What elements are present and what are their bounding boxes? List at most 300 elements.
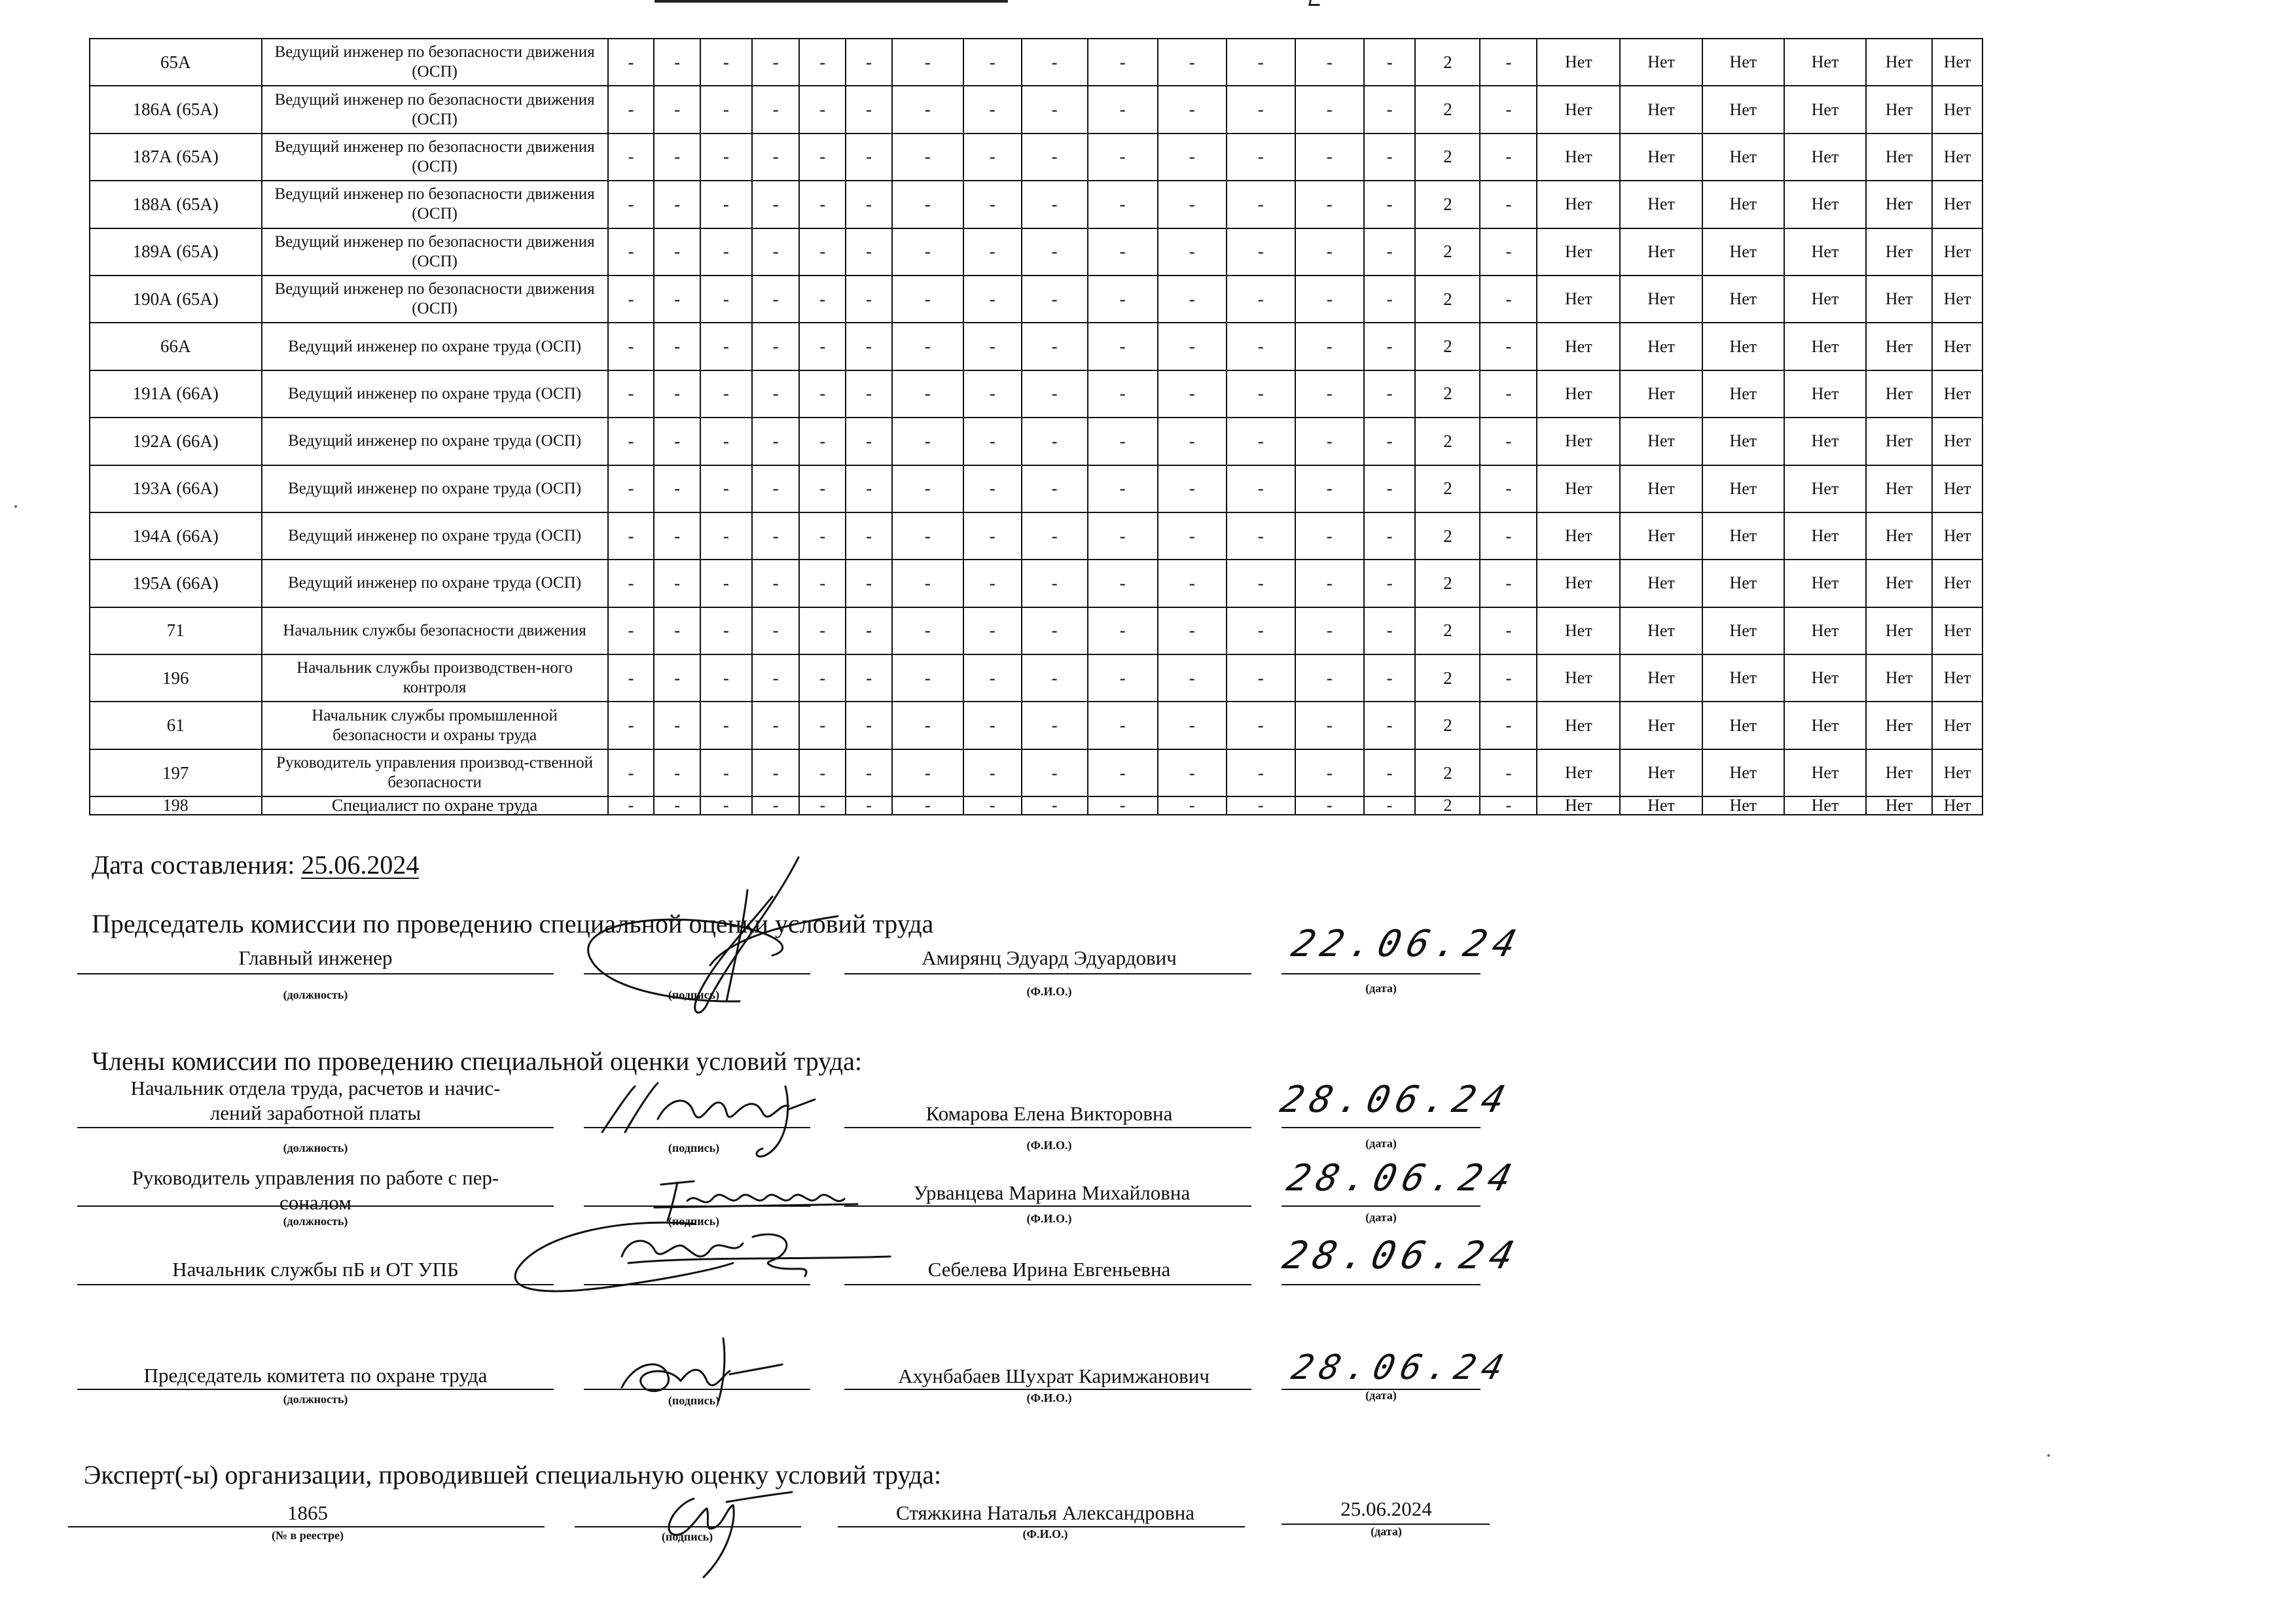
factor-value-cell: - — [654, 370, 700, 418]
factor-value-cell: - — [1227, 228, 1295, 276]
answer-cell: Нет — [1537, 749, 1620, 796]
factor-value-cell: - — [799, 749, 846, 796]
answer-cell: Нет — [1784, 654, 1866, 702]
factor-value-cell: - — [608, 749, 655, 796]
factor-value-cell: - — [1480, 276, 1537, 323]
factor-value-cell: - — [1088, 607, 1158, 654]
factor-value-cell: - — [892, 796, 963, 815]
factor-value-cell: - — [1364, 702, 1416, 749]
answer-cell: Нет — [1620, 86, 1702, 133]
factor-value-cell: 2 — [1415, 796, 1480, 815]
factor-value-cell: - — [1227, 418, 1295, 465]
factor-value-cell: - — [963, 560, 1022, 607]
member2-position-line — [77, 1205, 554, 1207]
workplace-code: 194А (66А) — [90, 512, 262, 560]
factor-value-cell: - — [799, 702, 846, 749]
table-row — [90, 181, 1982, 228]
factor-value-cell: - — [1158, 560, 1227, 607]
workplace-code: 192А (66А) — [90, 418, 262, 465]
member4-handwritten-date: 28.06.24 — [1287, 1348, 1514, 1387]
answer-cell: Нет — [1702, 86, 1784, 133]
workplace-position: Ведущий инженер по охране труда (ОСП) — [262, 560, 608, 607]
member1-handwritten-date: 28.06.24 — [1276, 1079, 1516, 1121]
workplace-position: Ведущий инженер по безопасности движения (ОСП) — [262, 228, 608, 276]
factor-value-cell: - — [892, 86, 963, 133]
table-row — [90, 323, 1982, 370]
answer-cell: Нет — [1932, 370, 1982, 418]
expert-fio: Стяжкина Наталья Александровна — [896, 1501, 1194, 1524]
factor-value-cell: - — [799, 276, 846, 323]
factor-value-cell: - — [1088, 796, 1158, 815]
factor-value-cell: - — [892, 276, 963, 323]
factor-value-cell: - — [608, 702, 655, 749]
chair-position: Главный инженер — [238, 946, 393, 969]
caption-signature: (подпись) — [668, 1394, 720, 1407]
answer-cell: Нет — [1932, 228, 1982, 276]
factor-value-cell: - — [1364, 323, 1416, 370]
factor-value-cell: - — [1480, 560, 1537, 607]
factor-value-cell: 2 — [1415, 323, 1480, 370]
factor-value-cell: - — [1088, 323, 1158, 370]
factor-value-cell: - — [654, 749, 700, 796]
table-row — [90, 465, 1982, 512]
factor-value-cell: - — [654, 134, 700, 181]
answer-cell: Нет — [1932, 512, 1982, 560]
table-row — [90, 370, 1982, 418]
table-row — [90, 418, 1982, 465]
factor-value-cell: - — [700, 323, 752, 370]
factor-value-cell: - — [963, 654, 1022, 702]
caption-fio: (Ф.И.О.) — [1026, 1212, 1072, 1225]
factor-value-cell: - — [1364, 560, 1416, 607]
factor-value-cell: - — [1022, 370, 1088, 418]
factor-value-cell: - — [799, 560, 846, 607]
workplace-position: Руководитель управления производ-ственной безопасности — [262, 749, 608, 796]
factor-value-cell: - — [963, 749, 1022, 796]
answer-cell: Нет — [1866, 86, 1932, 133]
expert-registry-number: 1865 — [287, 1501, 328, 1524]
factor-value-cell: - — [1480, 654, 1537, 702]
factor-value-cell: - — [700, 702, 752, 749]
answer-cell: Нет — [1620, 654, 1702, 702]
factor-value-cell: - — [1364, 607, 1416, 654]
factor-value-cell: - — [963, 512, 1022, 560]
factor-value-cell: - — [1022, 749, 1088, 796]
factor-value-cell: - — [654, 86, 700, 133]
factor-value-cell: - — [1480, 86, 1537, 133]
workplace-position: Ведущий инженер по безопасности движения (ОСП) — [262, 134, 608, 181]
factor-value-cell: - — [752, 276, 800, 323]
compilation-date — [92, 849, 419, 880]
answer-cell: Нет — [1537, 560, 1620, 607]
answer-cell: Нет — [1620, 134, 1702, 181]
factor-value-cell: - — [654, 796, 700, 815]
members-heading: Члены комиссии по проведению специальной оценки условий труда: — [92, 1046, 862, 1076]
factor-value-cell: - — [963, 465, 1022, 512]
answer-cell: Нет — [1932, 654, 1982, 702]
factor-value-cell: - — [654, 512, 700, 560]
factor-value-cell: 2 — [1415, 749, 1480, 796]
factor-value-cell: - — [752, 796, 800, 815]
factor-value-cell: - — [752, 560, 800, 607]
chair-fio: Амирянц Эдуард Эдуардович — [922, 946, 1177, 969]
factor-value-cell: - — [654, 181, 700, 228]
workplace-code: 191А (66А) — [90, 370, 262, 418]
factor-value-cell: - — [1227, 370, 1295, 418]
factor-value-cell: - — [1295, 323, 1364, 370]
workplace-code: 195А (66А) — [90, 560, 262, 607]
factor-value-cell: - — [1022, 796, 1088, 815]
member1-fio-line — [844, 1127, 1251, 1128]
factor-value-cell: - — [608, 323, 655, 370]
factor-value-cell: - — [892, 418, 963, 465]
answer-cell: Нет — [1866, 702, 1932, 749]
answer-cell: Нет — [1932, 39, 1982, 86]
factor-value-cell: - — [608, 181, 655, 228]
factor-value-cell: - — [700, 39, 752, 86]
caption-fio: (Ф.И.О.) — [1026, 1391, 1072, 1404]
factor-value-cell: - — [1480, 607, 1537, 654]
factor-value-cell: - — [608, 512, 655, 560]
member3-signature — [497, 1211, 903, 1309]
answer-cell: Нет — [1784, 370, 1866, 418]
workplace-code: 66А — [90, 323, 262, 370]
answer-cell: Нет — [1866, 749, 1932, 796]
factor-value-cell: - — [654, 228, 700, 276]
factor-value-cell: - — [1364, 796, 1416, 815]
expert-heading: Эксперт(-ы) организации, проводившей специальную оценку условий труда: — [84, 1460, 942, 1489]
factor-value-cell: - — [892, 39, 963, 86]
factor-value-cell: - — [608, 465, 655, 512]
factor-value-cell: - — [963, 796, 1022, 815]
answer-cell: Нет — [1784, 560, 1866, 607]
factor-value-cell: - — [608, 86, 655, 133]
factor-value-cell: - — [963, 323, 1022, 370]
factor-value-cell: - — [1158, 39, 1227, 86]
factor-value-cell: - — [1364, 134, 1416, 181]
workplaces-table-body — [90, 39, 1982, 815]
factor-value-cell: - — [846, 749, 892, 796]
factor-value-cell: - — [1022, 702, 1088, 749]
factor-value-cell: - — [1364, 749, 1416, 796]
factor-value-cell: - — [1480, 749, 1537, 796]
factor-value-cell: - — [1295, 607, 1364, 654]
factor-value-cell: - — [846, 560, 892, 607]
factor-value-cell: - — [1158, 512, 1227, 560]
answer-cell: Нет — [1702, 181, 1784, 228]
factor-value-cell: - — [752, 465, 800, 512]
member1-fio: Комарова Елена Викторовна — [925, 1102, 1173, 1125]
table-row — [90, 560, 1982, 607]
answer-cell: Нет — [1620, 370, 1702, 418]
factor-value-cell: - — [752, 134, 800, 181]
answer-cell: Нет — [1702, 418, 1784, 465]
factor-value-cell: - — [963, 418, 1022, 465]
chair-date-line — [1282, 973, 1480, 974]
member4-fio: Ахунбабаев Шухрат Каримжанович — [898, 1364, 1210, 1387]
member2-fio-line — [844, 1205, 1251, 1207]
factor-value-cell: - — [700, 465, 752, 512]
factor-value-cell: - — [963, 228, 1022, 276]
workplace-code: 198 — [90, 796, 262, 815]
factor-value-cell: - — [846, 86, 892, 133]
factor-value-cell: - — [892, 702, 963, 749]
answer-cell: Нет — [1784, 796, 1866, 815]
factor-value-cell: - — [700, 560, 752, 607]
answer-cell: Нет — [1866, 465, 1932, 512]
factor-value-cell: - — [1158, 465, 1227, 512]
factor-value-cell: - — [1364, 276, 1416, 323]
answer-cell: Нет — [1702, 134, 1784, 181]
factor-value-cell: - — [700, 181, 752, 228]
factor-value-cell: - — [1088, 370, 1158, 418]
factor-value-cell: - — [1158, 796, 1227, 815]
answer-cell: Нет — [1784, 181, 1866, 228]
workplace-code: 190А (65А) — [90, 276, 262, 323]
answer-cell: Нет — [1620, 512, 1702, 560]
factor-value-cell: - — [1088, 276, 1158, 323]
factor-value-cell: - — [608, 39, 655, 86]
answer-cell: Нет — [1784, 39, 1866, 86]
member3-position: Начальник службы пБ и ОТ УПБ — [172, 1258, 459, 1281]
factor-value-cell: - — [846, 418, 892, 465]
factor-value-cell: - — [700, 607, 752, 654]
answer-cell: Нет — [1537, 86, 1620, 133]
expert-signature — [648, 1472, 805, 1584]
answer-cell: Нет — [1620, 607, 1702, 654]
caption-signature: (подпись) — [661, 1530, 713, 1543]
caption-date: (дата) — [1365, 1211, 1397, 1224]
caption-date: (дата) — [1365, 1137, 1397, 1150]
scan-dust — [14, 505, 17, 508]
answer-cell: Нет — [1620, 749, 1702, 796]
factor-value-cell: 2 — [1415, 39, 1480, 86]
answer-cell: Нет — [1932, 702, 1982, 749]
answer-cell: Нет — [1866, 276, 1932, 323]
factor-value-cell: - — [1227, 39, 1295, 86]
factor-value-cell: - — [1227, 323, 1295, 370]
answer-cell: Нет — [1620, 465, 1702, 512]
workplaces-table — [89, 38, 1983, 815]
factor-value-cell: - — [1158, 749, 1227, 796]
answer-cell: Нет — [1702, 512, 1784, 560]
answer-cell: Нет — [1866, 134, 1932, 181]
answer-cell: Нет — [1932, 276, 1982, 323]
answer-cell: Нет — [1866, 418, 1932, 465]
table-row — [90, 702, 1982, 749]
answer-cell: Нет — [1620, 181, 1702, 228]
factor-value-cell: - — [1227, 607, 1295, 654]
factor-value-cell: - — [1295, 512, 1364, 560]
member4-position: Председатель комитета по охране труда — [143, 1364, 488, 1387]
factor-value-cell: - — [1227, 749, 1295, 796]
answer-cell: Нет — [1932, 323, 1982, 370]
table-row — [90, 39, 1982, 86]
factor-value-cell: - — [654, 39, 700, 86]
workplace-position: Ведущий инженер по охране труда (ОСП) — [262, 418, 608, 465]
member1-position-line — [77, 1127, 554, 1128]
factor-value-cell: - — [654, 276, 700, 323]
answer-cell: Нет — [1537, 418, 1620, 465]
workplace-code: 65A — [90, 39, 262, 86]
factor-value-cell: - — [1088, 39, 1158, 86]
factor-value-cell: - — [700, 654, 752, 702]
answer-cell: Нет — [1702, 654, 1784, 702]
answer-cell: Нет — [1866, 323, 1932, 370]
factor-value-cell: - — [846, 276, 892, 323]
factor-value-cell: - — [608, 607, 655, 654]
table-row — [90, 228, 1982, 276]
scan-dust — [2047, 1454, 2050, 1457]
factor-value-cell: - — [846, 702, 892, 749]
factor-value-cell: - — [1295, 370, 1364, 418]
answer-cell: Нет — [1537, 228, 1620, 276]
factor-value-cell: - — [1480, 796, 1537, 815]
workplace-code: 188А (65А) — [90, 181, 262, 228]
answer-cell: Нет — [1784, 134, 1866, 181]
factor-value-cell: - — [846, 796, 892, 815]
answer-cell: Нет — [1537, 512, 1620, 560]
workplace-position: Ведущий инженер по охране труда (ОСП) — [262, 323, 608, 370]
caption-position: (должность) — [283, 1393, 348, 1406]
workplace-code: 71 — [90, 607, 262, 654]
factor-value-cell: - — [1480, 323, 1537, 370]
factor-value-cell: - — [1088, 560, 1158, 607]
factor-value-cell: - — [1295, 86, 1364, 133]
answer-cell: Нет — [1702, 702, 1784, 749]
factor-value-cell: - — [1158, 276, 1227, 323]
answer-cell: Нет — [1866, 560, 1932, 607]
factor-value-cell: - — [892, 370, 963, 418]
answer-cell: Нет — [1537, 181, 1620, 228]
factor-value-cell: - — [700, 228, 752, 276]
answer-cell: Нет — [1537, 39, 1620, 86]
workplace-code: 61 — [90, 702, 262, 749]
caption-signature: (подпись) — [668, 1215, 720, 1228]
answer-cell: Нет — [1932, 86, 1982, 133]
factor-value-cell: - — [1364, 181, 1416, 228]
factor-value-cell: - — [799, 796, 846, 815]
factor-value-cell: - — [1364, 86, 1416, 133]
answer-cell: Нет — [1932, 418, 1982, 465]
factor-value-cell: - — [1088, 654, 1158, 702]
factor-value-cell: - — [892, 465, 963, 512]
factor-value-cell: - — [752, 86, 800, 133]
factor-value-cell: - — [963, 86, 1022, 133]
workplace-code: 193А (66А) — [90, 465, 262, 512]
factor-value-cell: - — [752, 654, 800, 702]
factor-value-cell: - — [799, 607, 846, 654]
answer-cell: Нет — [1537, 796, 1620, 815]
factor-value-cell: 2 — [1415, 134, 1480, 181]
factor-value-cell: - — [752, 607, 800, 654]
answer-cell: Нет — [1866, 228, 1932, 276]
chair-heading: Председатель комиссии по проведению специальной оценки условий труда — [92, 909, 934, 938]
factor-value-cell: - — [1480, 465, 1537, 512]
factor-value-cell: - — [1227, 86, 1295, 133]
factor-value-cell: - — [1227, 512, 1295, 560]
factor-value-cell: - — [1480, 228, 1537, 276]
factor-value-cell: - — [799, 654, 846, 702]
factor-value-cell: - — [752, 749, 800, 796]
factor-value-cell: - — [608, 418, 655, 465]
answer-cell: Нет — [1620, 323, 1702, 370]
compilation-date-value: 25.06.2024 — [301, 850, 420, 880]
factor-value-cell: 2 — [1415, 654, 1480, 702]
member3-date-line — [1282, 1284, 1480, 1285]
factor-value-cell: - — [799, 134, 846, 181]
factor-value-cell: - — [1022, 86, 1088, 133]
factor-value-cell: 2 — [1415, 465, 1480, 512]
answer-cell: Нет — [1932, 607, 1982, 654]
cropped-header-mark — [1308, 0, 1321, 6]
workplace-position: Начальник службы производствен-ного контроля — [262, 654, 608, 702]
workplace-position: Ведущий инженер по охране труда (ОСП) — [262, 512, 608, 560]
answer-cell: Нет — [1784, 418, 1866, 465]
factor-value-cell: - — [608, 560, 655, 607]
factor-value-cell: - — [892, 323, 963, 370]
factor-value-cell: - — [1088, 702, 1158, 749]
factor-value-cell: - — [1088, 134, 1158, 181]
answer-cell: Нет — [1932, 465, 1982, 512]
factor-value-cell: - — [608, 276, 655, 323]
member4-fio-line — [844, 1389, 1251, 1390]
member2-handwritten-date: 28.06.24 — [1282, 1157, 1522, 1200]
answer-cell: Нет — [1932, 134, 1982, 181]
cropped-header-line — [655, 0, 1008, 3]
factor-value-cell: - — [1158, 323, 1227, 370]
factor-value-cell: - — [1022, 276, 1088, 323]
factor-value-cell: - — [1158, 134, 1227, 181]
factor-value-cell: - — [846, 181, 892, 228]
table-row — [90, 86, 1982, 133]
caption-fio: (Ф.И.О.) — [1022, 1527, 1068, 1541]
answer-cell: Нет — [1702, 560, 1784, 607]
factor-value-cell: 2 — [1415, 276, 1480, 323]
workplace-position: Ведущий инженер по безопасности движения (ОСП) — [262, 181, 608, 228]
factor-value-cell: - — [752, 418, 800, 465]
factor-value-cell: - — [1227, 560, 1295, 607]
factor-value-cell: - — [1227, 796, 1295, 815]
factor-value-cell: - — [846, 465, 892, 512]
chair-handwritten-date: 22.06.24 — [1287, 923, 1527, 965]
answer-cell: Нет — [1932, 560, 1982, 607]
factor-value-cell: - — [1022, 228, 1088, 276]
factor-value-cell: - — [799, 512, 846, 560]
answer-cell: Нет — [1620, 796, 1702, 815]
factor-value-cell: - — [1022, 560, 1088, 607]
table-row — [90, 276, 1982, 323]
factor-value-cell: - — [963, 370, 1022, 418]
factor-value-cell: - — [1480, 181, 1537, 228]
factor-value-cell: - — [1022, 39, 1088, 86]
workplace-code: 197 — [90, 749, 262, 796]
answer-cell: Нет — [1784, 512, 1866, 560]
caption-fio: (Ф.И.О.) — [1026, 985, 1072, 998]
table-row — [90, 607, 1982, 654]
factor-value-cell: - — [752, 512, 800, 560]
factor-value-cell: - — [1088, 86, 1158, 133]
factor-value-cell: - — [1158, 654, 1227, 702]
table-row — [90, 512, 1982, 560]
answer-cell: Нет — [1784, 228, 1866, 276]
answer-cell: Нет — [1866, 181, 1932, 228]
factor-value-cell: - — [608, 370, 655, 418]
answer-cell: Нет — [1784, 607, 1866, 654]
factor-value-cell: - — [1158, 181, 1227, 228]
member1-signature — [589, 1073, 838, 1165]
table-row — [90, 654, 1982, 702]
